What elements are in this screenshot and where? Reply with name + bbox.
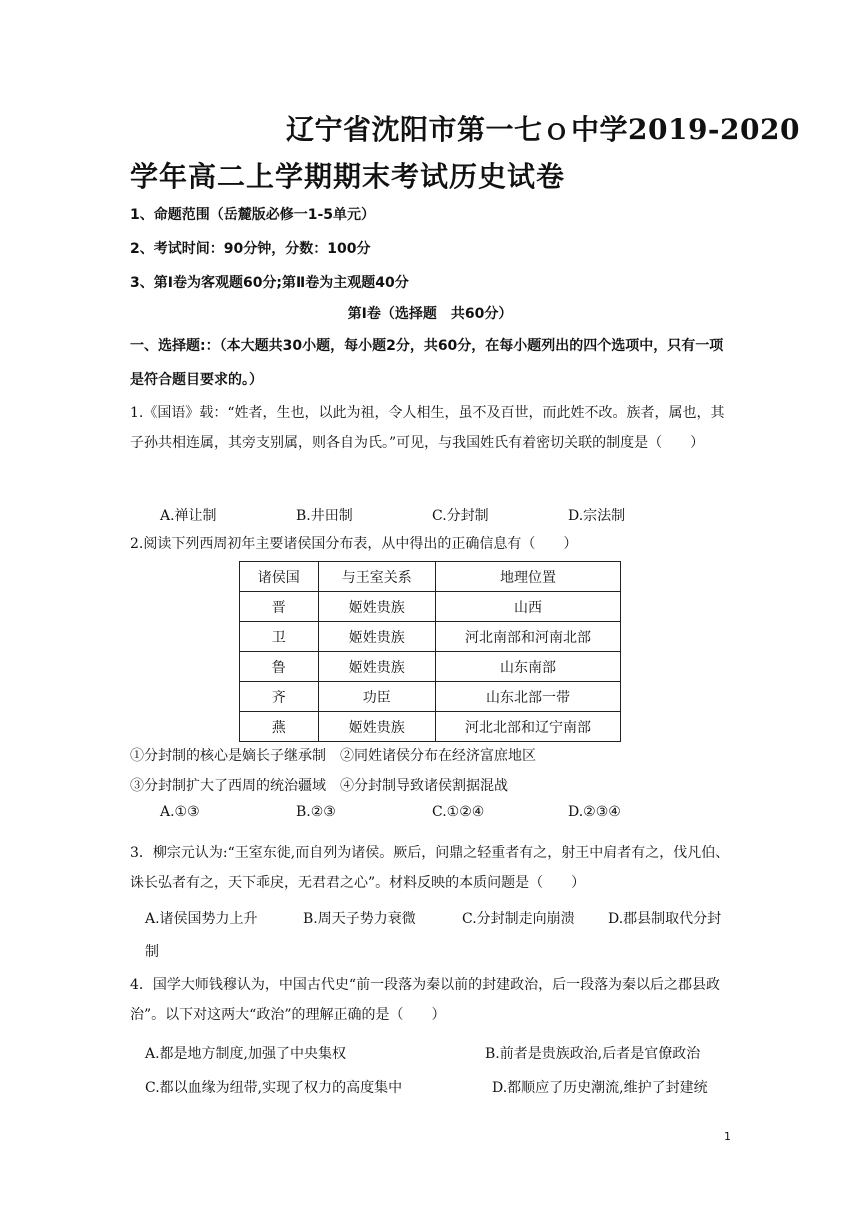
table-header-cell: 与王室关系 <box>318 562 435 592</box>
table-cell: 齐 <box>240 682 319 712</box>
table-row <box>240 652 621 682</box>
question-4-option-c: C.都以血缘为纽带,实现了权力的高度集中 <box>145 1080 403 1096</box>
page-number: 1 <box>724 1130 731 1143</box>
note-scope: 1、命题范围（岳麓版必修一1-5单元） <box>130 207 376 223</box>
question-1-option-a: A.禅让制 <box>160 508 217 524</box>
question-4-option-b: B.前者是贵族政治,后者是官僚政治 <box>485 1046 701 1062</box>
question-4-stem: 4．国学大师钱穆认为，中国古代史“前一段落为秦以前的封建政治，后一段落为秦以后之郡县政治”。以下对这两大“政治”的理解正确的是（ ） <box>130 977 721 1023</box>
question-1-option-d: D.宗法制 <box>568 508 626 524</box>
question-3-option-d-wrap: 制 <box>145 944 159 960</box>
table-cell: 山东南部 <box>435 652 620 682</box>
exam-title-line2: 学年高二上学期期末考试历史试卷 <box>130 160 566 193</box>
exam-title-line1: 辽宁省沈阳市第一七ｏ中学2019-2020 <box>286 113 800 146</box>
table-row <box>240 592 621 622</box>
question-3-option-d: D.郡县制取代分封 <box>608 911 722 927</box>
question-3-option-a: A.诸侯国势力上升 <box>145 911 258 927</box>
question-4-option-a: A.都是地方制度,加强了中央集权 <box>145 1046 347 1062</box>
question-3-option-b: B.周天子势力衰微 <box>303 911 416 927</box>
table-cell: 卫 <box>240 622 319 652</box>
table-cell: 晋 <box>240 592 319 622</box>
question-1-option-b: B.井田制 <box>296 508 353 524</box>
table-cell: 姬姓贵族 <box>318 652 435 682</box>
question-4-option-d: D.都顺应了历史潮流,维护了封建统 <box>492 1080 708 1096</box>
note-time: 2、考试时间：90分钟，分数：100分 <box>130 241 371 257</box>
table-header-cell: 地理位置 <box>435 562 620 592</box>
question-2-option-c: C.①②④ <box>432 804 485 820</box>
question-3-stem: 3．柳宗元认为:“王室东徙,而自列为诸侯。厥后，问鼎之轻重者有之，射王中肩者有之，伐凡伯、诛长弘者有之，天下乖戾，无君君之心”。材料反映的本质问题是（ ） <box>130 845 730 891</box>
section-instructions: 一、选择题:：（本大题共30小题，每小题2分，共60分，在每小题列出的四个选项中，只有一项是符合题目要求的。） <box>130 338 724 388</box>
table-cell: 河北南部和河南北部 <box>435 622 620 652</box>
table-cell: 鲁 <box>240 652 319 682</box>
table-cell: 燕 <box>240 712 319 742</box>
table-cell: 姬姓贵族 <box>318 712 435 742</box>
vassal-states-table <box>239 561 621 742</box>
table-cell: 姬姓贵族 <box>318 592 435 622</box>
question-2-option-b: B.②③ <box>296 804 336 820</box>
question-2-statement-1: ①分封制的核心是嫡长子继承制 ②同姓诸侯分布在经济富庶地区 <box>130 748 536 764</box>
question-2-stem: 2.阅读下列西周初年主要诸侯国分布表，从中得出的正确信息有（ ） <box>130 536 578 552</box>
question-2-option-a: A.①③ <box>160 804 200 820</box>
question-2-statement-2: ③分封制扩大了西周的统治疆域 ④分封制导致诸侯割据混战 <box>130 778 508 794</box>
table-header-row <box>240 562 621 592</box>
question-3-option-c: C.分封制走向崩溃 <box>462 911 575 927</box>
question-2-option-d: D.②③④ <box>568 804 621 820</box>
table-row <box>240 712 621 742</box>
table-cell: 河北北部和辽宁南部 <box>435 712 620 742</box>
question-1-stem: 1.《国语》载：“姓者，生也，以此为祖，令人相生，虽不及百世，而此姓不改。族者，属也，其子孙共相连属，其旁支别属，则各自为氏。”可见，与我国姓氏有着密切关联的制度是（ ） <box>130 405 725 451</box>
section-title: 第Ⅰ卷（选择题 共60分） <box>347 306 513 322</box>
table-header-cell: 诸侯国 <box>240 562 319 592</box>
table-row <box>240 622 621 652</box>
table-row <box>240 682 621 712</box>
question-1-option-c: C.分封制 <box>432 508 489 524</box>
table-cell: 功臣 <box>318 682 435 712</box>
table-cell: 山东北部一带 <box>435 682 620 712</box>
table-cell: 山西 <box>435 592 620 622</box>
note-structure: 3、第Ⅰ卷为客观题60分;第Ⅱ卷为主观题40分 <box>130 275 409 291</box>
table-cell: 姬姓贵族 <box>318 622 435 652</box>
